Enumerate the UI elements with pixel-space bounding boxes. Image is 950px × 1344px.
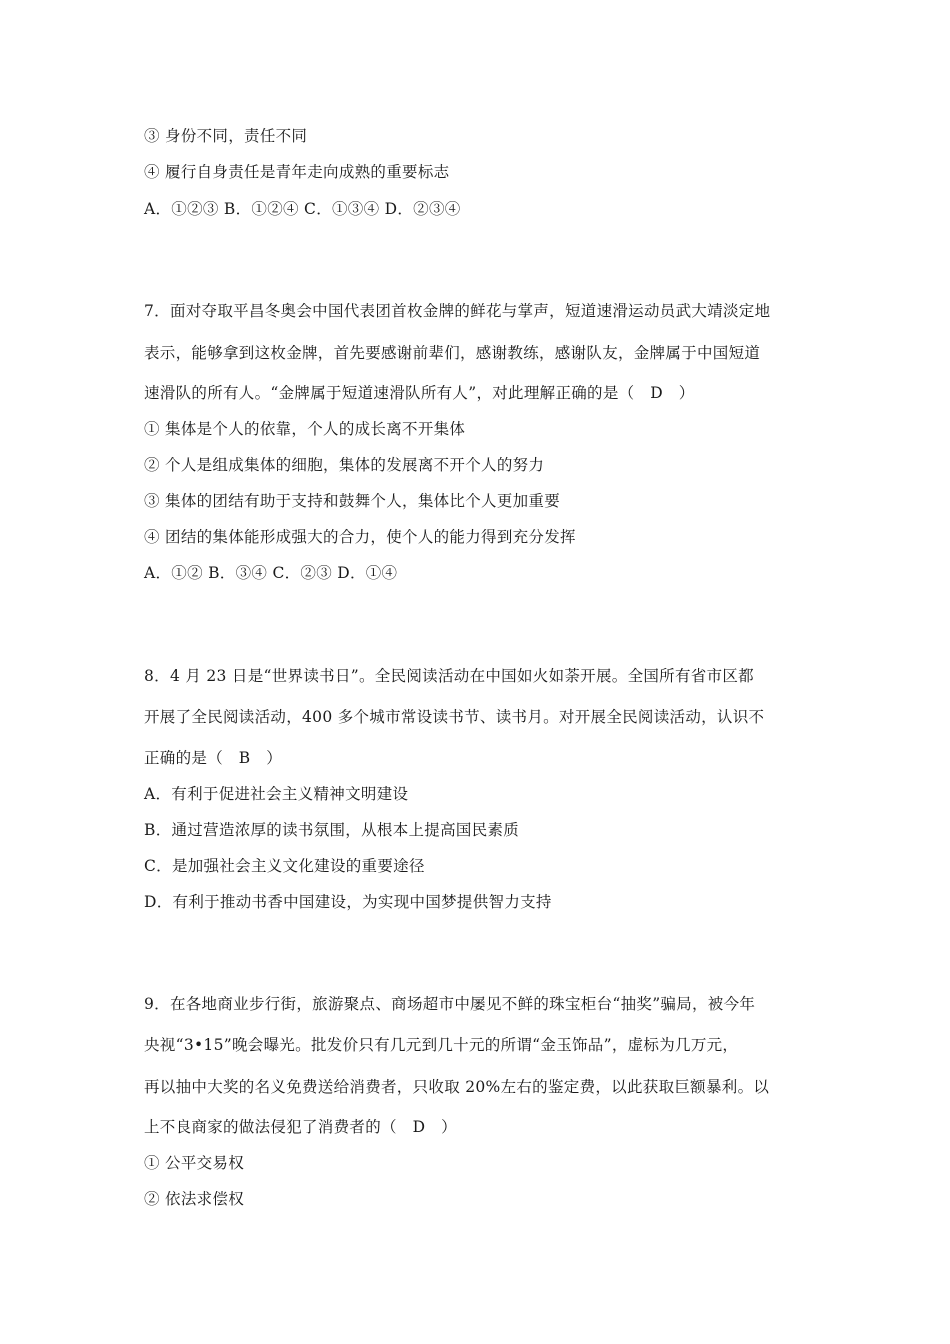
prev-question-option-4: ④ 履行自身责任是青年走向成熟的重要标志 — [144, 163, 450, 181]
q7-option-2: ② 个人是组成集体的细胞，集体的发展离不开个人的努力 — [144, 456, 545, 474]
q8-stem-line-2: 开展了全民阅读活动，400 多个城市常设读书节、读书月。对开展全民阅读活动，认识不 — [144, 708, 765, 726]
q8-option-c: C．是加强社会主义文化建设的重要途径 — [144, 857, 425, 875]
q7-stem-line-2: 表示，能够拿到这枚金牌，首先要感谢前辈们，感谢教练，感谢队友，金牌属于中国短道 — [144, 344, 761, 362]
q9-stem-line-1: 9．在各地商业步行街，旅游聚点、商场超市中屡见不鲜的珠宝柜台“抽奖”骗局，被今年 — [144, 995, 756, 1013]
q9-stem-line-2: 央视“3•15”晚会曝光。批发价只有几元到几十元的所谓“金玉饰品”，虚标为几万元， — [144, 1036, 739, 1054]
q8-stem-line-3: 正确的是（ B ） — [144, 749, 283, 767]
q8-stem-line-1: 8．4 月 23 日是“世界读书日”。全民阅读活动在中国如火如荼开展。全国所有省市区都 — [144, 667, 754, 685]
q9-option-1: ① 公平交易权 — [144, 1154, 245, 1172]
q9-option-2: ② 依法求偿权 — [144, 1190, 245, 1208]
q8-option-d: D．有利于推动书香中国建设，为实现中国梦提供智力支持 — [144, 893, 552, 911]
q8-option-b: B．通过营造浓厚的读书氛围，从根本上提高国民素质 — [144, 821, 520, 839]
q9-stem-line-3: 再以抽中大奖的名义免费送给消费者，只收取 20%左右的鉴定费，以此获取巨额暴利。以 — [144, 1078, 770, 1096]
q7-option-1: ① 集体是个人的依靠，个人的成长离不开集体 — [144, 420, 466, 438]
prev-question-choices: A．①②③ B．①②④ C．①③④ D．②③④ — [144, 200, 461, 218]
q8-option-a: A．有利于促进社会主义精神文明建设 — [144, 785, 409, 803]
prev-question-option-3: ③ 身份不同，责任不同 — [144, 127, 308, 145]
q7-choices: A．①② B．③④ C．②③ D．①④ — [144, 564, 398, 582]
q7-option-4: ④ 团结的集体能形成强大的合力，使个人的能力得到充分发挥 — [144, 528, 576, 546]
q7-stem-line-1: 7．面对夺取平昌冬奥会中国代表团首枚金牌的鲜花与掌声，短道速滑运动员武大靖淡定地 — [144, 302, 771, 320]
q7-stem-line-3: 速滑队的所有人。“金牌属于短道速滑队所有人”，对此理解正确的是（ D ） — [144, 384, 695, 402]
q9-stem-line-4: 上不良商家的做法侵犯了消费者的（ D ） — [144, 1118, 457, 1136]
q7-option-3: ③ 集体的团结有助于支持和鼓舞个人，集体比个人更加重要 — [144, 492, 561, 510]
